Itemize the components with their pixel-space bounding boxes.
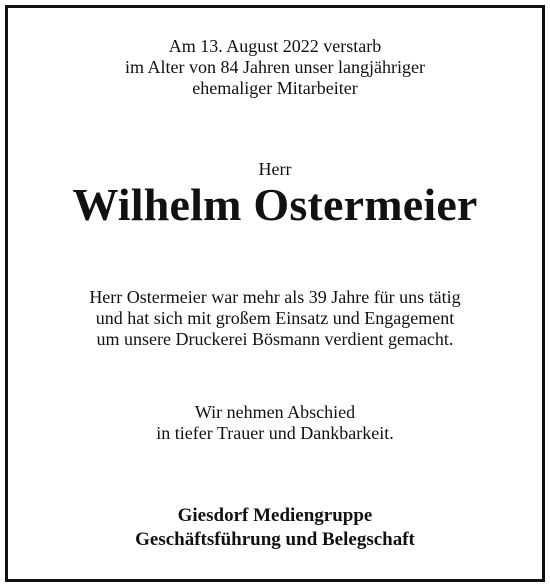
farewell-line: Wir nehmen Abschied (194, 402, 356, 422)
farewell-line: in tiefer Trauer und Dankbarkeit. (156, 423, 394, 443)
intro-line: Am 13. August 2022 verstarb (168, 36, 382, 56)
tribute-line: Herr Ostermeier war mehr als 39 Jahre für uns tätig (89, 287, 461, 307)
death-announcement (0, 36, 550, 99)
tribute-text (0, 287, 550, 350)
salutation: Herr (258, 159, 292, 179)
signature-group: Geschäftsführung und Belegschaft (135, 529, 415, 550)
intro-line: ehemaliger Mitarbeiter (192, 78, 358, 98)
deceased-name: Wilhelm Ostermeier (72, 179, 478, 230)
farewell-text (0, 402, 550, 444)
signature-organization: Giesdorf Mediengruppe (177, 505, 373, 526)
signature (0, 504, 550, 552)
tribute-line: und hat sich mit großem Einsatz und Engagement (95, 308, 455, 328)
intro-line: im Alter von 84 Jahren unser langjähriger (125, 57, 425, 77)
tribute-line: um unsere Druckerei Bösmann verdient gemacht. (96, 329, 454, 349)
